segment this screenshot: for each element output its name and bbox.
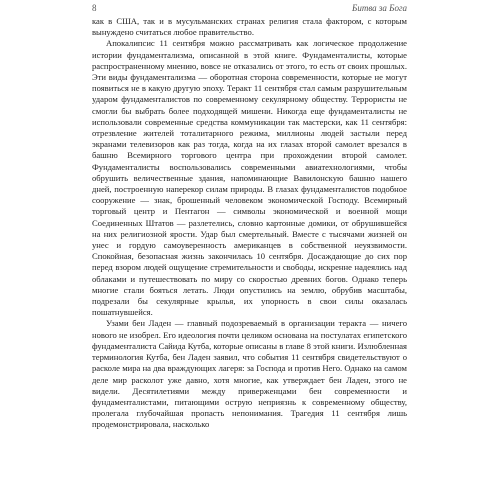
page-number: 8: [92, 3, 97, 13]
running-head: [92, 3, 407, 15]
paragraph: Апокалипсис 11 сентября можно рассматривать как логическое продолжение истории фундаментализма, описанной в этой книге. Фундаменталисты, которые распространенному мнению, вовсе не отказались от этого, то есть от своих прошлых. Эти виды фундаментализма — оборотная сторона современности, которые не могут появиться не в какую другую эпоху. Теракт 11 сентября стал самым разрушительным ударом фундаменталистов по современному секулярному обществу. Террористы не смогли бы выбрать более подходящей мишени. Никогда еще фундаменталисты не использовали современные средства коммуникации так мастерски, как 11 сентября: отрезвление жителей тоталитарного режима, миллионы людей застыли перед экранами телевизоров как раз тогда, когда на их глазах второй самолет врезался в башню Всемирного торгового центра при прохождении второй самолет. Фундаменталисты воспользовались современными авиатехнологиями, чтобы обрушить величественные здания, напоминающие Вавилонскую башню нашего дней, построенную наперекор силам природы. В глазах фундаменталистов подобное сооружение — знак, брошенный человеком экономической Господу. Всемирный торговый центр и Пентагон — символы экономической и военной мощи Соединенных Штатов — разлетелись, словно картонные домики, от обрушившейся на них религиозной ярости. Удар был смертельный. Вместе с тысячами жизней он унес и гордую самоуверенность американцев в собственной неуязвимости. Спокойная, безопасная жизнь закончилась 10 сентября. Досаждающие до сих пор перед взором людей ощущение стремительности и свободы, искренне надеялись над облаками и путешествовать по миру со скоростью древних богов. Однако теперь многие стали бояться летать. Люди опустились на землю, обрубив масштабы, подрезали бы секулярные крылья, их упорность в свои силы оказалась пошатнувшейся.: [92, 38, 407, 318]
paragraph: Узами бен Ладен — главный подозреваемый в организации теракта — ничего нового не изобрел. Его идеология почти целиком основана на постулатах египетского фундаменталиста Сайида Кутба, которые описаны в главе 8 этой книги. Излюбленная терминология Кутба, бен Ладен заявил, что события 11 сентября свидетельствуют о расколе мира на два враждующих лагеря: за Господа и против Него. Однако на самом деле мир расколот уже давно, хотя многие, как утверждает бен Ладен, этого не видели. Десятилетиями между приверженцами бен современности и фундаменталистами, питающими острую неприязнь к современному обществу, пролегала глубочайшая пропасть непонимания. Трагедия 11 сентября лишь продемонстрировала, насколько: [92, 318, 407, 430]
body-text: [92, 16, 407, 431]
running-title: Битва за Бога: [352, 3, 407, 13]
paragraph: как в США, так и в мусульманских странах религия стала фактором, с которым вынуждено считаться любое правительство.: [92, 16, 407, 38]
